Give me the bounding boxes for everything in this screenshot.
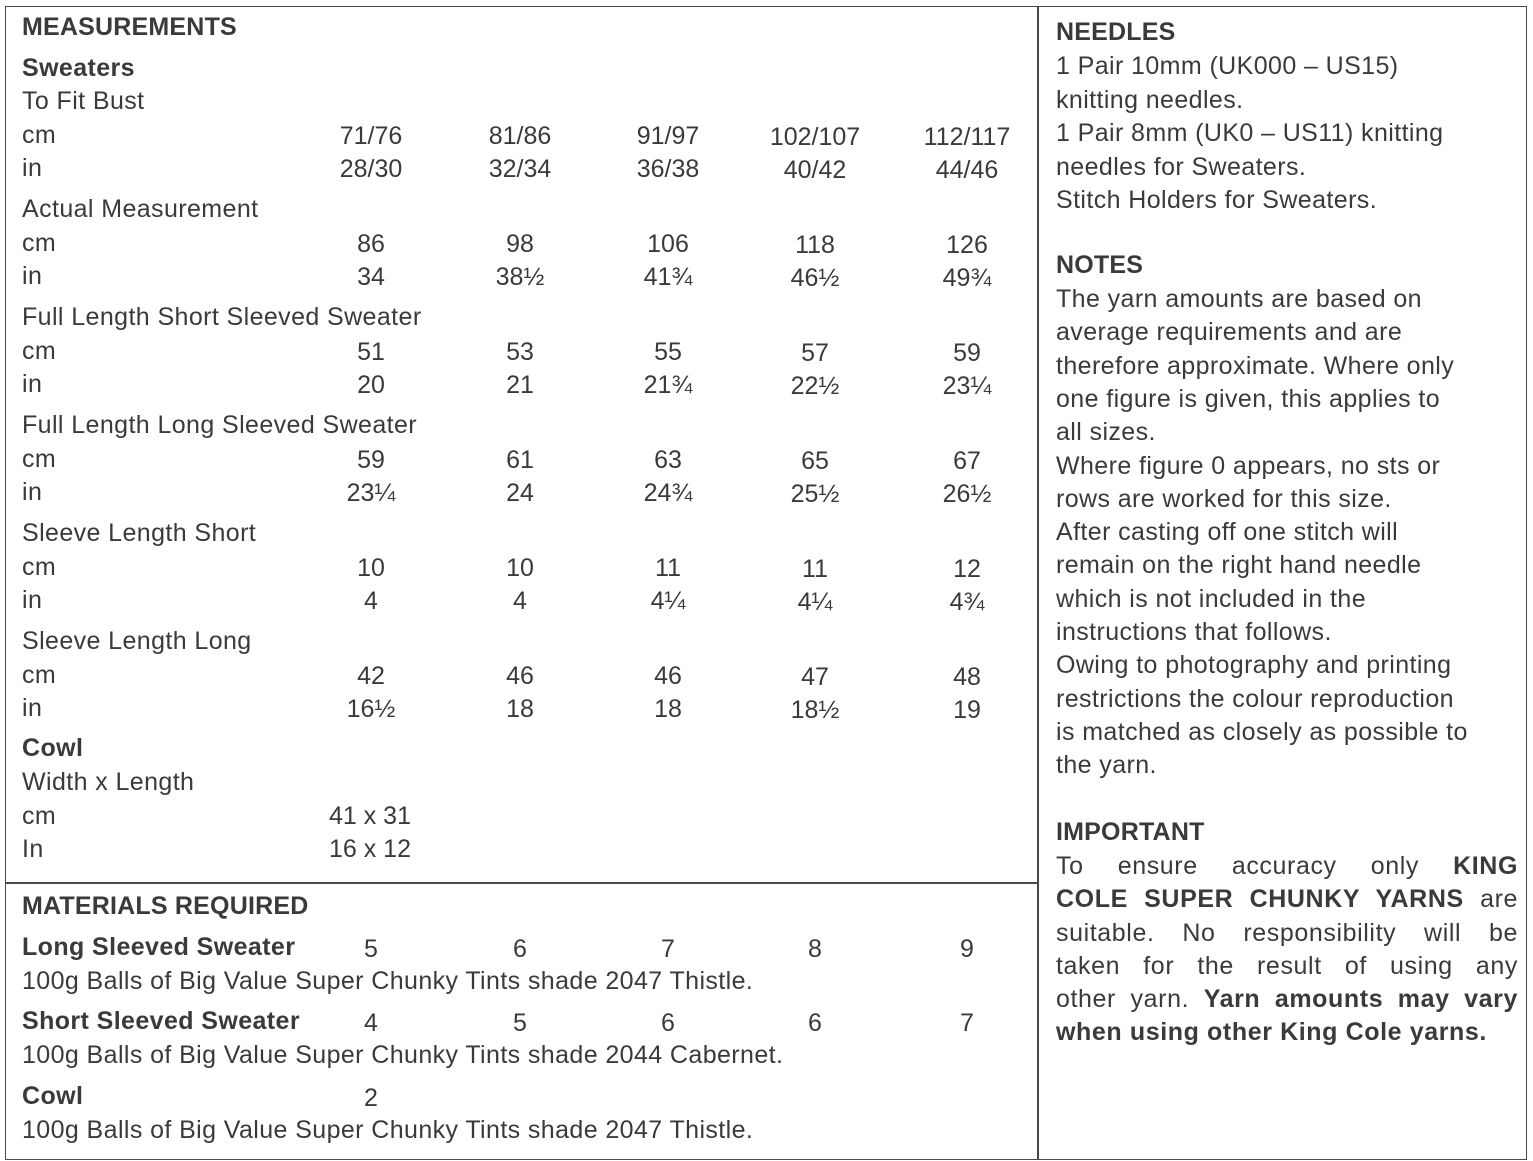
sweaters-heading: Sweaters xyxy=(22,54,135,82)
unit-label: in xyxy=(22,586,43,614)
column-divider xyxy=(1037,6,1039,1160)
measurement-value: 126 xyxy=(946,231,988,259)
materials-title: MATERIALS REQUIRED xyxy=(22,892,309,920)
notes-line: Owing to photography and printing xyxy=(1056,651,1452,680)
unit-label: cm xyxy=(22,337,57,365)
material-ball-count: 7 xyxy=(960,1009,974,1037)
material-ball-count: 6 xyxy=(661,1009,675,1037)
measurement-value: 86 xyxy=(357,230,385,258)
measurement-value: 34 xyxy=(357,263,385,291)
cowl-cm-value: 41 x 31 xyxy=(328,802,411,830)
notes-line: The yarn amounts are based on xyxy=(1056,285,1422,313)
measurement-value: 25½ xyxy=(790,480,840,508)
measurement-value: 26½ xyxy=(942,480,992,508)
measurement-value: 38½ xyxy=(495,263,545,291)
section-divider xyxy=(5,882,1038,884)
measurement-value: 22½ xyxy=(790,372,840,400)
unit-label: cm xyxy=(22,553,57,581)
measurement-value: 106 xyxy=(647,230,689,258)
material-ball-count: 4 xyxy=(364,1009,378,1037)
cowl-in-unit: In xyxy=(22,835,44,863)
important-line-4: taken for the result of using any xyxy=(1056,951,1518,980)
measurement-group-label: Sleeve Length Long xyxy=(22,627,252,655)
measurement-group-label: Sleeve Length Short xyxy=(22,519,257,547)
needles-line: Stitch Holders for Sweaters. xyxy=(1056,186,1378,214)
measurement-value: 53 xyxy=(506,338,534,366)
unit-label: in xyxy=(22,370,43,398)
measurement-value: 102/107 xyxy=(769,123,861,151)
measurement-value: 40/42 xyxy=(783,156,847,184)
measurement-value: 20 xyxy=(357,371,385,399)
measurement-value: 19 xyxy=(953,696,981,724)
measurement-value: 36/38 xyxy=(636,155,700,183)
measurement-value: 11 xyxy=(655,554,681,582)
measurement-value: 57 xyxy=(801,339,829,367)
measurement-value: 47 xyxy=(801,663,829,691)
important-title: IMPORTANT xyxy=(1056,818,1205,846)
important-line-6: when using other King Cole yarns. xyxy=(1056,1018,1487,1047)
measurement-group-label: Full Length Short Sleeved Sweater xyxy=(22,303,422,331)
notes-line: restrictions the colour reproduction xyxy=(1056,684,1454,713)
measurement-group-label: Full Length Long Sleeved Sweater xyxy=(22,411,418,439)
measurement-value: 11 xyxy=(802,555,828,583)
measurement-value: 24 xyxy=(506,479,534,507)
unit-label: cm xyxy=(22,121,57,149)
measurement-value: 23¼ xyxy=(942,372,992,400)
measurement-value: 21 xyxy=(506,371,534,399)
unit-label: in xyxy=(22,694,43,722)
notes-line: therefore approximate. Where only xyxy=(1056,351,1455,380)
notes-line: is matched as closely as possible to xyxy=(1056,717,1468,746)
measurement-value: 91/97 xyxy=(636,122,700,150)
measurement-value: 55 xyxy=(654,338,682,366)
measurement-group-label: Actual Measurement xyxy=(22,195,259,223)
notes-line: which is not included in the xyxy=(1056,584,1366,613)
measurement-value: 42 xyxy=(357,662,385,690)
measurement-value: 63 xyxy=(654,446,682,474)
measurement-value: 4¼ xyxy=(650,587,686,615)
measurement-value: 4 xyxy=(364,587,378,615)
material-ball-count: 5 xyxy=(513,1009,527,1037)
measurement-value: 4¼ xyxy=(797,588,833,616)
notes-line: one figure is given, this applies to xyxy=(1056,384,1441,413)
unit-label: in xyxy=(22,154,43,182)
material-item-name: Long Sleeved Sweater xyxy=(22,933,296,961)
notes-line: remain on the right hand needle xyxy=(1056,551,1422,580)
measurement-value: 21¾ xyxy=(643,371,693,399)
needles-title: NEEDLES xyxy=(1056,18,1176,46)
material-item-name: Short Sleeved Sweater xyxy=(22,1007,300,1035)
needles-line: 1 Pair 10mm (UK000 – US15) xyxy=(1056,52,1399,80)
cowl-cm-unit: cm xyxy=(22,802,57,830)
needles-line: 1 Pair 8mm (UK0 – US11) knitting xyxy=(1056,119,1444,147)
notes-line: all sizes. xyxy=(1056,418,1156,447)
notes-title: NOTES xyxy=(1056,251,1144,279)
notes-line: average requirements and are xyxy=(1056,318,1403,347)
material-ball-count: 6 xyxy=(808,1009,822,1037)
measurement-value: 46½ xyxy=(790,264,840,292)
unit-label: cm xyxy=(22,229,57,257)
cowl-label: Width x Length xyxy=(22,768,195,796)
notes-line: rows are worked for this size. xyxy=(1056,484,1392,513)
measurement-value: 51 xyxy=(357,338,385,366)
needles-line: knitting needles. xyxy=(1056,85,1244,114)
unit-label: in xyxy=(22,478,43,506)
important-line-3: suitable. No responsibility will be xyxy=(1056,918,1518,947)
unit-label: in xyxy=(22,262,43,290)
notes-line: the yarn. xyxy=(1056,751,1157,780)
measurement-value: 16½ xyxy=(346,695,396,723)
measurement-value: 61 xyxy=(506,446,534,474)
measurement-value: 98 xyxy=(506,230,534,258)
needles-line: needles for Sweaters. xyxy=(1056,152,1307,181)
measurement-value: 59 xyxy=(357,446,385,474)
measurement-value: 41¾ xyxy=(643,263,693,291)
measurement-value: 59 xyxy=(953,339,981,367)
measurements-title: MEASUREMENTS xyxy=(22,13,237,41)
measurement-value: 44/46 xyxy=(935,156,999,184)
unit-label: cm xyxy=(22,445,57,473)
measurement-value: 118 xyxy=(795,231,835,259)
material-item-name: Cowl xyxy=(22,1082,84,1110)
material-ball-count: 8 xyxy=(808,935,822,963)
important-line-1: To ensure accuracy only KING xyxy=(1056,852,1518,880)
material-ball-count: 6 xyxy=(513,935,527,963)
notes-line: Where figure 0 appears, no sts or xyxy=(1056,451,1441,480)
measurement-group-label: To Fit Bust xyxy=(22,87,145,115)
material-item-description: 100g Balls of Big Value Super Chunky Tints shade 2047 Thistle. xyxy=(22,1116,754,1144)
measurement-value: 32/34 xyxy=(488,155,552,183)
material-ball-count: 7 xyxy=(661,935,675,963)
important-line-2: COLE SUPER CHUNKY YARNS are xyxy=(1056,885,1518,914)
material-ball-count: 2 xyxy=(364,1084,378,1112)
measurement-value: 18 xyxy=(506,695,534,723)
unit-label: cm xyxy=(22,661,57,689)
measurement-value: 46 xyxy=(654,662,682,690)
measurement-value: 49¾ xyxy=(942,264,992,292)
measurement-value: 18 xyxy=(654,695,682,723)
measurement-value: 23¼ xyxy=(346,479,396,507)
measurement-value: 65 xyxy=(801,447,829,475)
measurement-value: 48 xyxy=(953,663,981,691)
measurement-value: 24¾ xyxy=(643,479,693,507)
important-line-5: other yarn. Yarn amounts may vary xyxy=(1056,985,1519,1014)
measurement-value: 67 xyxy=(953,447,981,475)
measurement-value: 4¾ xyxy=(949,588,985,616)
material-item-description: 100g Balls of Big Value Super Chunky Tints shade 2044 Cabernet. xyxy=(22,1041,784,1069)
measurement-value: 46 xyxy=(506,662,534,690)
notes-line: After casting off one stitch will xyxy=(1056,518,1399,547)
measurement-value: 12 xyxy=(953,555,981,583)
material-ball-count: 5 xyxy=(364,935,378,963)
measurement-value: 81/86 xyxy=(488,122,552,150)
measurement-value: 71/76 xyxy=(339,122,403,150)
cowl-in-value: 16 x 12 xyxy=(328,835,411,863)
measurement-value: 112/117 xyxy=(923,123,1011,151)
measurement-value: 10 xyxy=(506,554,534,582)
measurement-value: 10 xyxy=(357,554,385,582)
important-text xyxy=(1056,850,1518,1050)
material-item-description: 100g Balls of Big Value Super Chunky Tints shade 2047 Thistle. xyxy=(22,967,754,995)
measurement-value: 4 xyxy=(513,587,527,615)
measurement-value: 18½ xyxy=(790,696,840,724)
cowl-heading: Cowl xyxy=(22,734,84,762)
material-ball-count: 9 xyxy=(960,935,974,963)
notes-line: instructions that follows. xyxy=(1056,618,1332,646)
measurement-value: 28/30 xyxy=(339,155,403,183)
